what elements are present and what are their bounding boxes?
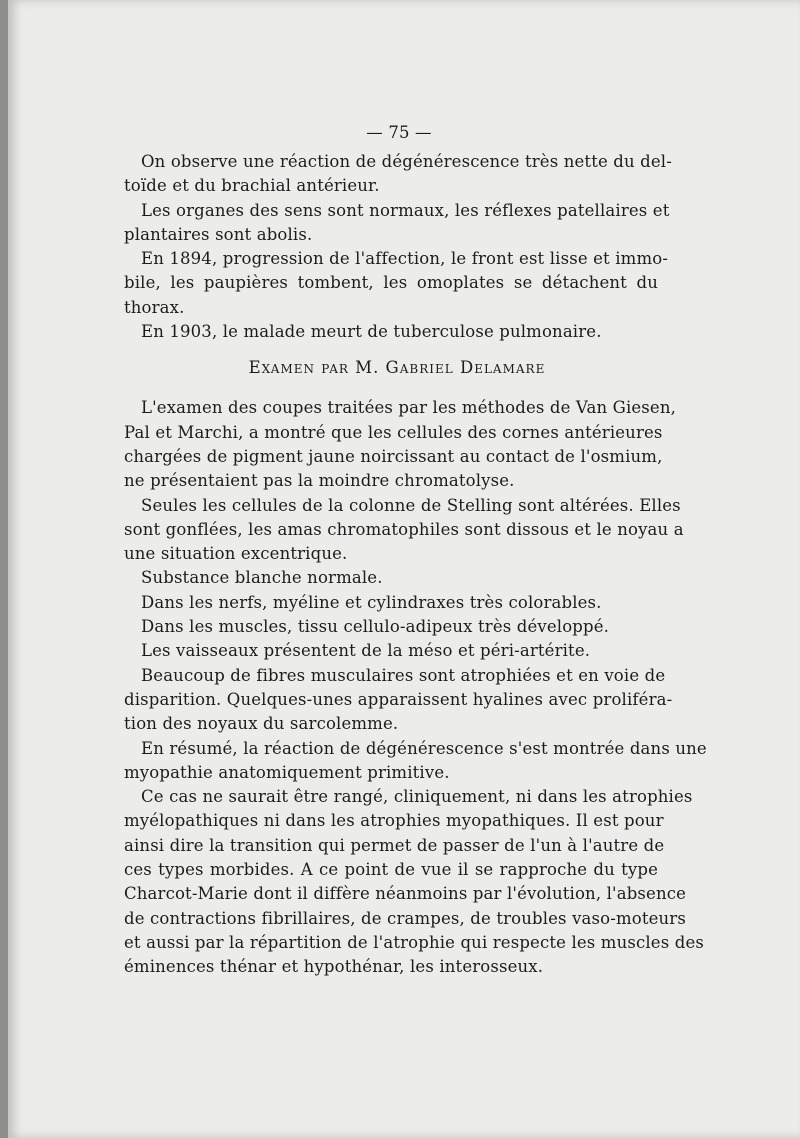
paragraph bbox=[124, 615, 658, 639]
page-text bbox=[124, 118, 707, 980]
paragraph bbox=[124, 320, 658, 344]
text-line: Les vaisseaux présentent de la méso et péri-artérite. bbox=[141, 641, 591, 661]
text-line: et aussi par la répartition de l'atrophie qui respecte les muscles des bbox=[124, 932, 704, 952]
text-line: En résumé, la réaction de dégénérescence s'est montrée dans une bbox=[141, 738, 707, 758]
text-line: sont gonflées, les amas chromatophiles sont dissous et le noyau a bbox=[124, 519, 684, 539]
text-line: thorax. bbox=[124, 297, 185, 317]
text-line: plantaires sont abolis. bbox=[124, 224, 313, 244]
paragraph bbox=[124, 150, 672, 199]
paragraph bbox=[124, 737, 707, 786]
text-line: ainsi dire la transition qui permet de passer de l'un à l'autre de bbox=[124, 835, 665, 855]
paragraph bbox=[124, 566, 658, 590]
text-line: Charcot-Marie dont il diffère néanmoins par l'évolution, l'absence bbox=[124, 884, 687, 904]
text-line: Substance blanche normale. bbox=[141, 568, 383, 588]
text-line: On observe une réaction de dégénérescence très nette du del- bbox=[141, 152, 672, 171]
text-line: toïde et du brachial antérieur. bbox=[124, 176, 380, 196]
paragraph bbox=[124, 396, 677, 493]
text-line: En 1903, le malade meurt de tuberculose pulmonaire. bbox=[141, 322, 602, 342]
text-line: L'examen des coupes traitées par les méthodes de Van Giesen, bbox=[141, 398, 677, 418]
text-line: myopathie anatomiquement primitive. bbox=[124, 762, 450, 782]
paragraph bbox=[124, 247, 669, 320]
paragraph bbox=[124, 494, 684, 567]
scanned-page bbox=[8, 0, 800, 1138]
text-line: Pal et Marchi, a montré que les cellules des cornes antérieures bbox=[124, 422, 663, 442]
text-line: éminences thénar et hypothénar, les interosseux. bbox=[124, 957, 544, 977]
paragraph bbox=[124, 199, 670, 248]
text-line: disparition. Quelques-unes apparaissent hyalines avec proliféra- bbox=[124, 689, 673, 709]
text-line: myélopathiques ni dans les atrophies myopathiques. Il est pour bbox=[124, 811, 664, 831]
text-line: tion des noyaux du sarcolemme. bbox=[124, 714, 399, 734]
text-line: Ce cas ne saurait être rangé, cliniquement, ni dans les atrophies bbox=[141, 787, 693, 807]
text-line: une situation excentrique. bbox=[124, 544, 348, 564]
section-heading: Examen par M. Gabriel Delamare bbox=[248, 358, 546, 378]
text-line: En 1894, progression de l'affection, le front est lisse et immo- bbox=[141, 249, 669, 269]
page-number: — 75 — bbox=[366, 123, 432, 142]
paragraph bbox=[124, 591, 658, 615]
text-line: Les organes des sens sont normaux, les réflexes patellaires et bbox=[141, 200, 670, 220]
text-line: Dans les muscles, tissu cellulo-adipeux très développé. bbox=[141, 617, 610, 637]
text-line: ces types morbides. A ce point de vue il se rapproche du type bbox=[124, 860, 658, 880]
text-line: Seules les cellules de la colonne de Stelling sont altérées. Elles bbox=[141, 495, 681, 515]
text-line: de contractions fibrillaires, de crampes, de troubles vaso-moteurs bbox=[124, 908, 686, 928]
text-line: Beaucoup de fibres musculaires sont atrophiées et en voie de bbox=[141, 665, 666, 685]
text-line: Dans les nerfs, myéline et cylindraxes très colorables. bbox=[141, 592, 602, 612]
paragraph bbox=[124, 664, 673, 737]
body-text-before-heading bbox=[124, 150, 672, 344]
body-text-after-heading bbox=[124, 396, 707, 979]
text-line: ne présentaient pas la moindre chromatolyse. bbox=[124, 471, 515, 491]
paragraph bbox=[124, 639, 658, 663]
text-line: bile, les paupières tombent, les omoplates se détachent du bbox=[124, 273, 658, 293]
paragraph bbox=[124, 785, 704, 979]
text-line: chargées de pigment jaune noircissant au contact de l'osmium, bbox=[124, 446, 663, 466]
